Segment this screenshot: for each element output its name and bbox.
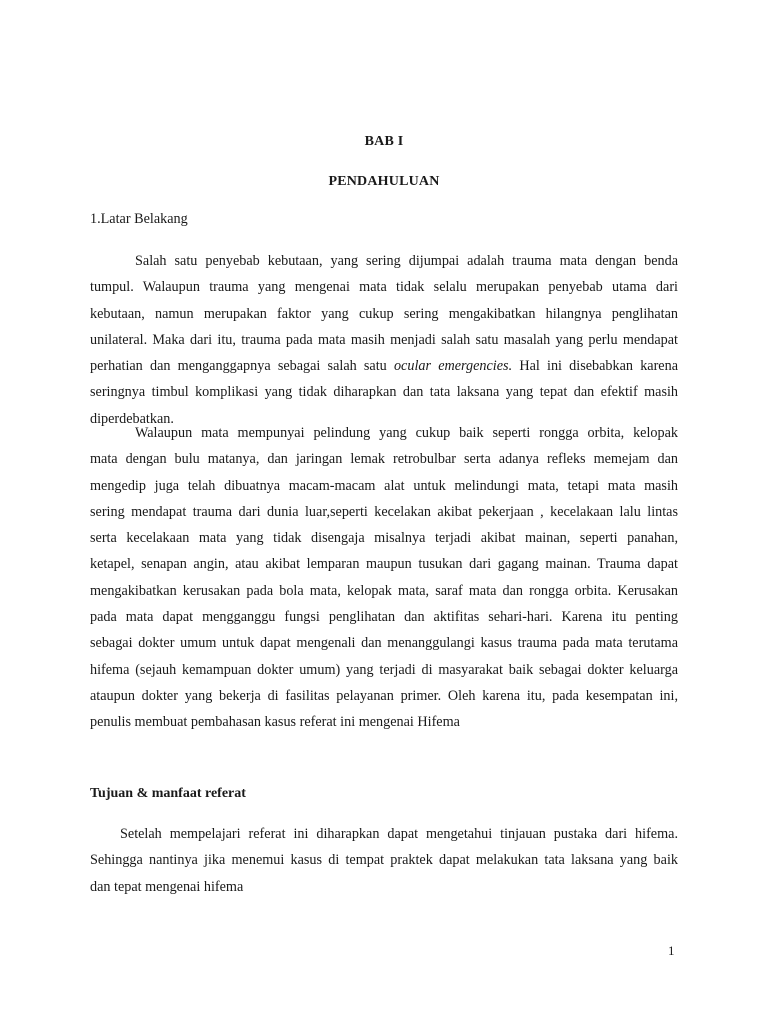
- paragraph-1: [90, 248, 678, 432]
- chapter-heading: BAB I: [364, 134, 404, 149]
- paragraph-line: penulis membuat pembahasan kasus referat ini mengenai Hifema: [90, 714, 460, 731]
- italic-term: ocular emergencies.: [393, 358, 513, 375]
- paragraph-line: seringnya timbul komplikasi yang tidak diharapkan dan tata laksana yang tepat dan efektif masih: [90, 384, 678, 401]
- paragraph-line: Walaupun mata mempunyai pelindung yang cukup baik seperti rongga orbita, kelopak: [135, 425, 678, 441]
- paragraph-line: mengakibatkan kerusakan pada bola mata, kelopak mata, saraf mata dan rongga orbita. Kerusakan: [90, 582, 678, 599]
- text-run: Hal ini disebabkan karena: [512, 358, 678, 375]
- paragraph-line: Sehingga nantinya jika menemui kasus di tempat praktek dapat melakukan tata laksana yang baik: [90, 852, 678, 869]
- paragraph-line: mengedip juga telah dibuatnya macam-macam alat untuk melindungi mata, tetapi mata masih: [90, 477, 678, 494]
- paragraph-line: unilateral. Maka dari itu, trauma pada mata masih menjadi salah satu masalah yang perlu mendapat: [90, 331, 678, 348]
- paragraph-line: mata dengan bulu matanya, dan jaringan lemak retrobulbar serta adanya refleks memejam dan: [90, 451, 678, 468]
- paragraph-line: sebagai dokter umum untuk dapat mengenali dan menanggulangi kasus trauma pada mata terutama: [90, 635, 678, 652]
- section-title-latar-belakang: 1.Latar Belakang: [90, 211, 188, 227]
- paragraph-line: Salah satu penyebab kebutaan, yang sering dijumpai adalah trauma mata dengan benda: [135, 253, 678, 269]
- section-title-tujuan: Tujuan & manfaat referat: [90, 786, 246, 801]
- chapter-title: PENDAHULUAN: [328, 174, 440, 189]
- paragraph-2: [90, 420, 678, 736]
- text-run: perhatian dan menganggapnya sebagai salah satu: [90, 358, 394, 375]
- paragraph-line: ketapel, senapan angin, atau akibat lemparan maupun tusukan dari gagang mainan. Trauma dapat: [90, 556, 678, 573]
- paragraph-line: hifema (sejauh kemampuan dokter umum) yang terjadi di masyarakat baik sebagai dokter keluarga: [90, 661, 678, 678]
- paragraph-line: Setelah mempelajari referat ini diharapkan dapat mengetahui tinjauan pustaka dari hifema.: [120, 826, 678, 842]
- paragraph-line: serta kecelakaan mata yang tidak disengaja misalnya terjadi akibat mainan, seperti panahan,: [90, 530, 678, 547]
- paragraph-line: diperdebatkan.: [90, 410, 174, 427]
- page-number: 1: [668, 943, 675, 958]
- paragraph-line: pada mata dapat mengganggu fungsi penglihatan dan aktifitas sehari-hari. Karena itu penting: [90, 609, 678, 626]
- paragraph-line: tumpul. Walaupun trauma yang mengenai mata tidak selalu merupakan penyebab utama dari: [90, 279, 678, 296]
- paragraph-line: [90, 353, 678, 379]
- paragraph-line: ataupun dokter yang bekerja di fasilitas pelayanan primer. Oleh karena itu, pada kesempatan ini,: [90, 687, 678, 704]
- paragraph-line: dan tepat mengenai hifema: [90, 878, 244, 895]
- paragraph-line: sering mendapat trauma dari dunia luar,seperti kecelakan akibat pekerjaan , kecelakaan lalu lintas: [90, 503, 678, 520]
- paragraph-3: [90, 821, 678, 900]
- paragraph-line: kebutaan, namun merupakan faktor yang cukup sering mengakibatkan hilangnya penglihatan: [90, 305, 678, 322]
